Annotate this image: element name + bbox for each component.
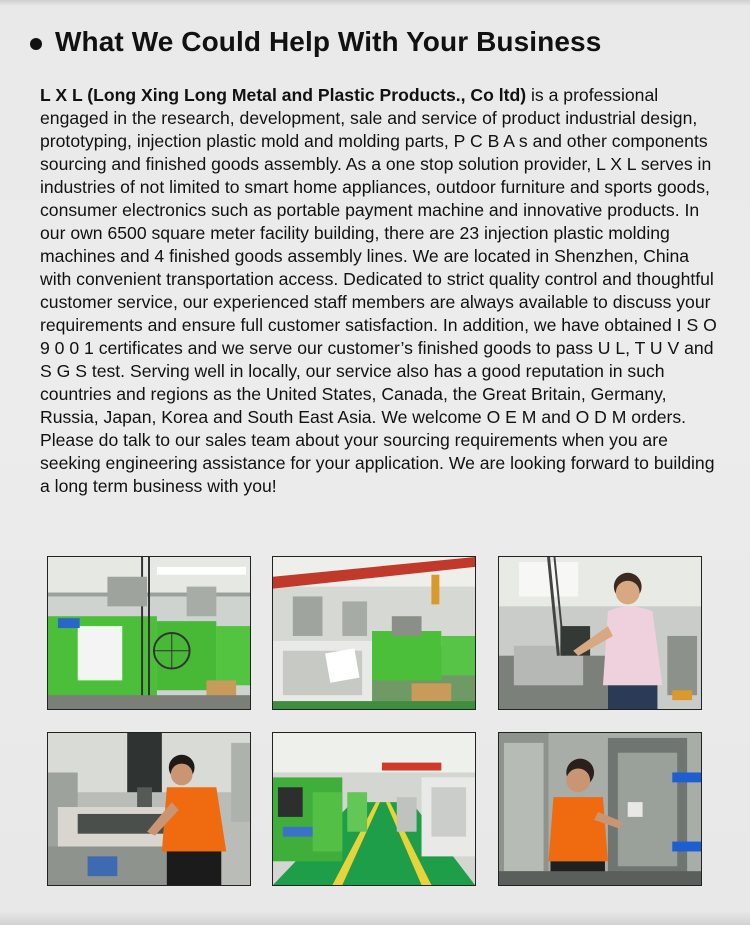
factory-photo-5 — [272, 732, 476, 886]
factory-photo-2 — [272, 556, 476, 710]
company-name: L X L (Long Xing Long Metal and Plastic Products., Co ltd) — [40, 85, 527, 105]
top-shade — [0, 0, 750, 6]
factory-photo-6 — [498, 732, 702, 886]
intro-paragraph — [40, 84, 722, 498]
section-heading — [30, 26, 601, 58]
intro-body: is a professional engaged in the research, development, sale and service of product industrial design, prototyping, injection plastic mold and molding parts, P C B A s and other components sourcing and finished goods assembly. As a one stop solution provider, L X L serves in industries of not limited to smart home appliances, outdoor furniture and sports goods, consumer electronics such as portable payment machine and innovative products. In our own 6500 square meter facility building, there are 23 injection plastic molding machines and 4 finished goods assembly lines. We are located in Shenzhen, China with convenient transportation access. Dedicated to strict quality control and thoughtful customer service, our experienced staff members are always available to discuss your requirements and ensure full customer satisfaction. In addition, we have obtained I S O 9 0 0 1 certificates and we serve our customer’s finished goods to pass U L, T U V and S G S test. Serving well in locally, our service also has a good reputation in such countries and regions as the United States, Canada, the Great Britain, Germany, Russia, Japan, Korea and South East Asia. We welcome O E M and O D M orders. Please do talk to our sales team about your sourcing requirements when you are seeking engineering assistance for your application. We are looking forward to building a long term business with you! — [40, 85, 717, 496]
bottom-shade — [0, 911, 750, 925]
section-title: What We Could Help With Your Business — [55, 26, 602, 57]
factory-photo-3 — [498, 556, 702, 710]
factory-photo-gallery — [47, 556, 704, 889]
factory-photo-1 — [47, 556, 251, 710]
bullet-icon — [30, 38, 42, 50]
factory-photo-4 — [47, 732, 251, 886]
